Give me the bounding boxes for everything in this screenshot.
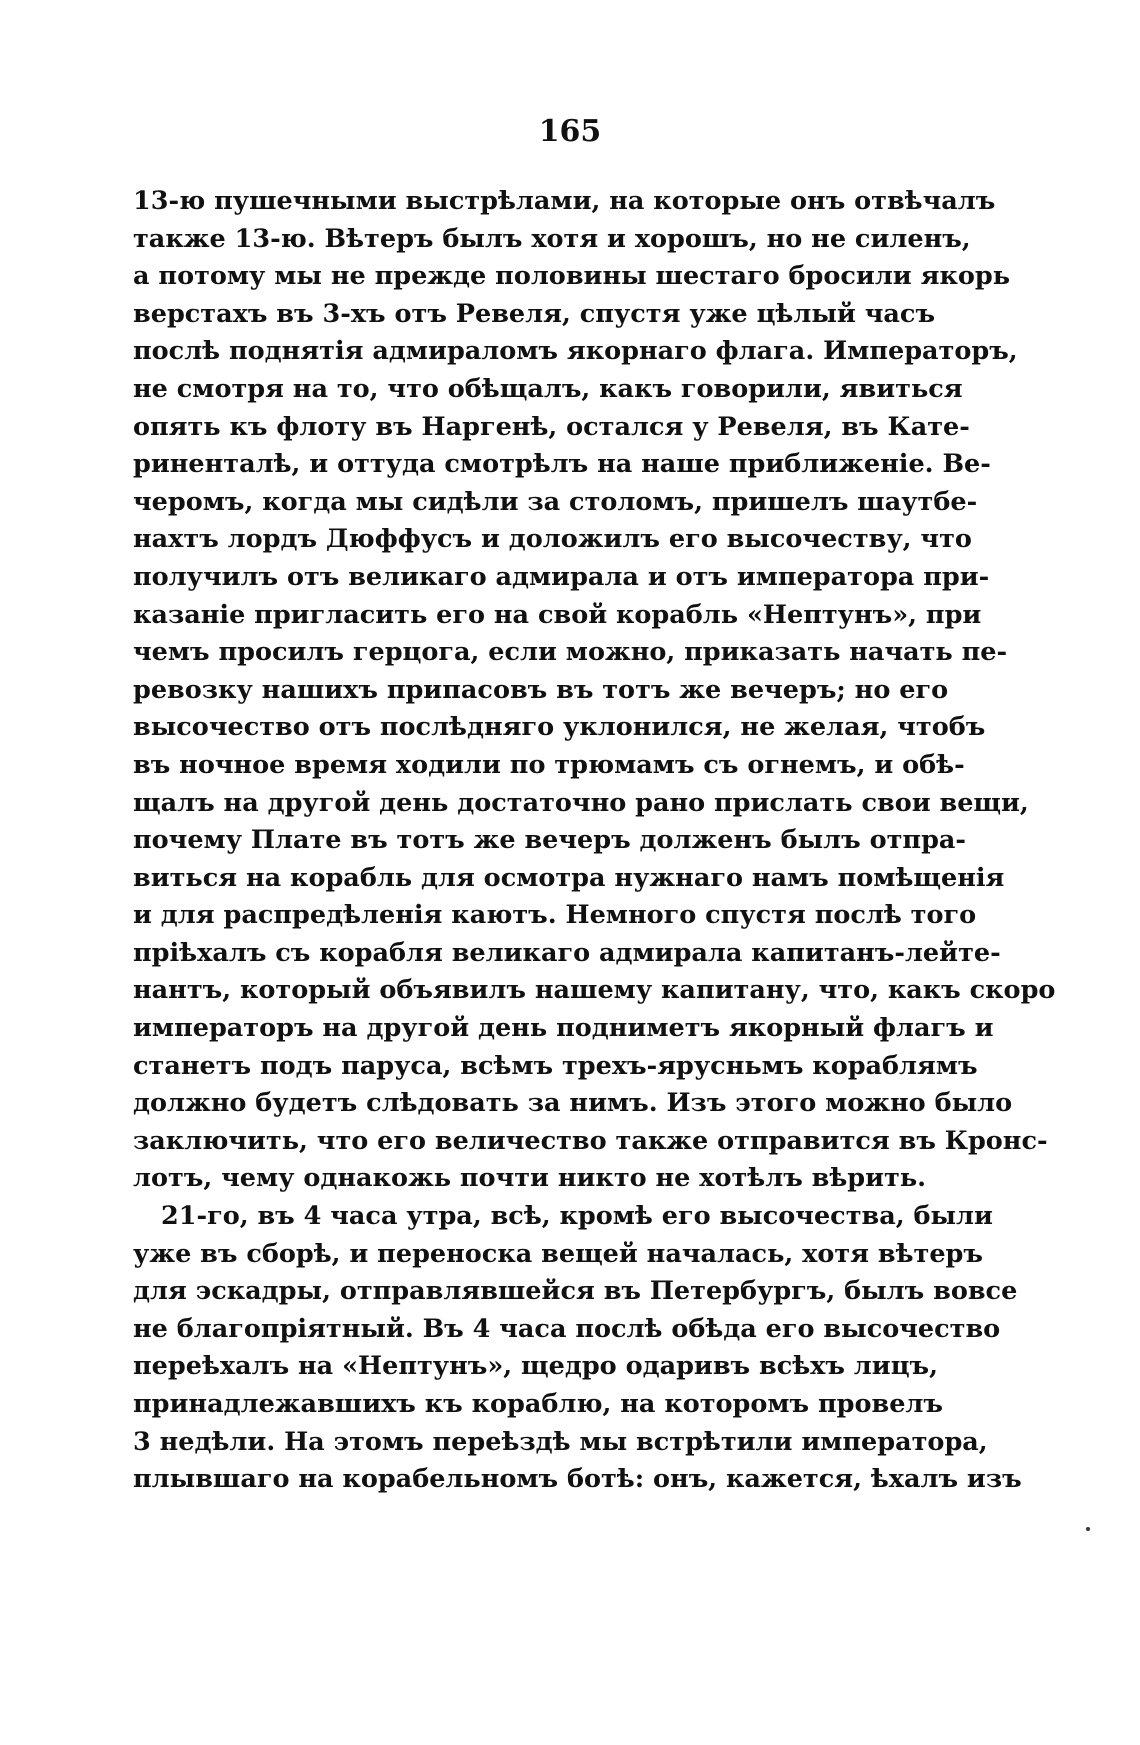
text-line: уже въ сборѣ, и переноска вещей началась, хотя вѣтеръ <box>133 1238 983 1269</box>
text-line: для эскадры, отправлявшейся въ Петербургъ, былъ вовсе <box>133 1276 1018 1307</box>
text-line: лотъ, чему однакожь почти никто не хотѣлъ вѣрить. <box>133 1163 927 1194</box>
text-line: нахтъ лордъ Дюффусъ и доложилъ его высочеству, что <box>133 524 972 555</box>
text-line: 13-ю пушечными выстрѣлами, на которые онъ отвѣчалъ <box>133 186 996 216</box>
text-line: не благопріятный. Въ 4 часа послѣ обѣда его высочество <box>133 1313 1001 1344</box>
page-number: 165 <box>538 114 602 149</box>
paragraph <box>133 1198 1022 1499</box>
text-line: чемъ просилъ герцога, если можно, приказать начать пе- <box>133 637 1008 668</box>
text-line: и для распредѣленія каютъ. Немного спустя послѣ того <box>133 900 977 931</box>
text-line: верстахъ въ 3-хъ отъ Ревеля, спустя уже цѣлый часъ <box>133 298 935 329</box>
body-text <box>133 183 1056 1499</box>
text-line: щалъ на другой день достаточно рано прислать свои вещи, <box>133 787 1029 818</box>
text-line: плывшаго на корабельномъ ботѣ: онъ, кажется, ѣхалъ изъ <box>133 1464 1022 1495</box>
text-line: получилъ отъ великаго адмирала и отъ императора при- <box>133 561 990 592</box>
text-line: должно будетъ слѣдовать за нимъ. Изъ этого можно было <box>133 1088 1013 1119</box>
text-line: ревозку нашихъ припасовъ въ тотъ же вечеръ; но его <box>133 674 949 705</box>
text-line: императоръ на другой день подниметъ якорный флагъ и <box>133 1013 994 1044</box>
paragraph <box>133 183 1056 1198</box>
text-line: нантъ, который объявилъ нашему капитану, что, какъ скоро <box>133 975 1056 1006</box>
text-line: въ ночное время ходили по трюмамъ съ огнемъ, и обѣ- <box>133 749 965 780</box>
text-line: также 13-ю. Вѣтеръ былъ хотя и хорошъ, но не силенъ, <box>133 223 971 254</box>
text-line: переѣхалъ на «Нептунъ», щедро одаривъ всѣхъ лицъ, <box>133 1351 938 1382</box>
text-line: риненталѣ, и оттуда смотрѣлъ на наше приближеніе. Ве- <box>133 449 991 480</box>
text-line: принадлежавшихъ къ кораблю, на которомъ провелъ <box>133 1389 943 1419</box>
text-line: послѣ поднятія адмираломъ якорнаго флага. Императоръ, <box>133 336 1018 367</box>
text-line: черомъ, когда мы сидѣли за столомъ, пришелъ шаутбе- <box>133 486 978 517</box>
text-line: виться на корабль для осмотра нужнаго намъ помѣщенія <box>133 862 1005 893</box>
text-line: 21-го, въ 4 часа утра, всѣ, кромѣ его высочества, были <box>161 1201 993 1232</box>
scan-speck <box>1086 1527 1090 1531</box>
text-line: а потому мы не прежде половины шестаго бросили якорь <box>133 261 1010 292</box>
text-line: высочество отъ послѣдняго уклонился, не желая, чтобъ <box>133 712 986 743</box>
text-line: станетъ подъ паруса, всѣмъ трехъ-ярусньмъ кораблямъ <box>133 1050 978 1081</box>
text-line: заключить, что его величество также отправится въ Кронс- <box>133 1125 1048 1156</box>
text-line: не смотря на то, что обѣщалъ, какъ говорили, явиться <box>133 373 963 404</box>
text-line: пріѣхалъ съ корабля великаго адмирала капитанъ-лейте- <box>133 937 1001 968</box>
text-line: казаніе пригласить его на свой корабль «Нептунъ», при <box>133 599 982 630</box>
text-line: опять къ флоту въ Наргенѣ, остался у Ревеля, въ Кате- <box>133 411 970 442</box>
text-line: почему Плате въ тотъ же вечеръ долженъ былъ отпра- <box>133 825 967 856</box>
text-line: 3 недѣли. На этомъ переѣздѣ мы встрѣтили императора, <box>133 1426 988 1457</box>
